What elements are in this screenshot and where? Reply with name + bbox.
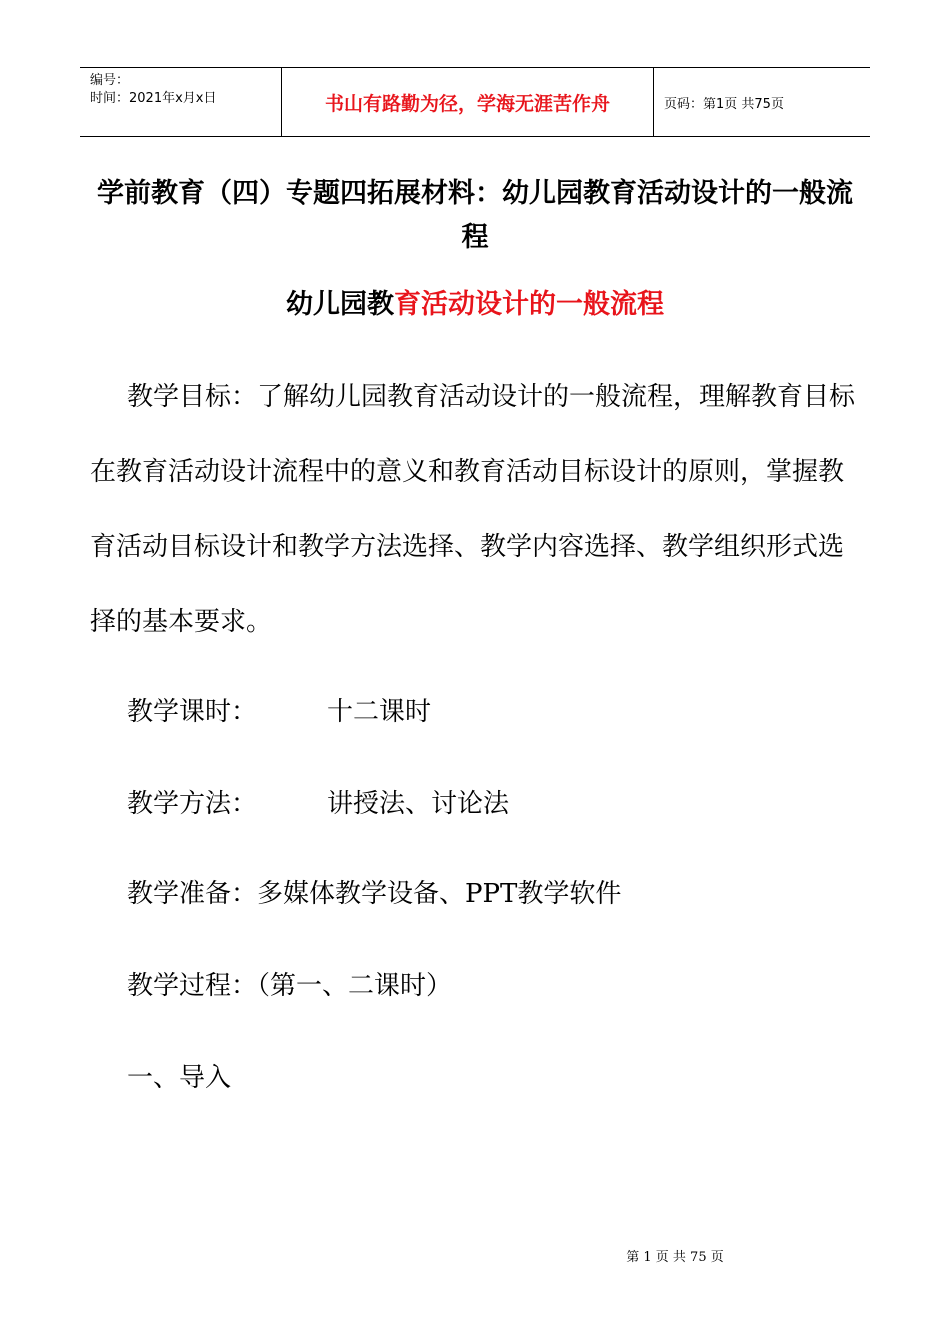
document-title: 学前教育（四）专题四拓展材料：幼儿园教育活动设计的一般流程 — [97, 178, 853, 253]
page-footer: 第 1 页 共 75 页 — [626, 1250, 724, 1265]
header-page-info: 页码：第1页 共75页 — [664, 96, 784, 112]
time-label: 时间：2021年x月x日 — [90, 91, 217, 106]
subtitle-black-part: 幼儿园教 — [286, 289, 394, 320]
method-label: 教学方法： — [127, 789, 258, 819]
document-subtitle — [90, 283, 860, 327]
code-label: 编号： — [90, 73, 130, 88]
teaching-prep: 教学准备：多媒体教学设备、PPT教学软件 — [127, 879, 622, 909]
teaching-process: 教学过程：（第一、二课时） — [127, 971, 453, 1001]
header-motto: 书山有路勤为径，学海无涯苦作舟 — [282, 68, 654, 136]
page-header — [80, 67, 870, 137]
teaching-hours — [127, 692, 431, 732]
header-meta — [80, 68, 282, 136]
teaching-goal: 教学目标：了解幼儿园教育活动设计的一般流程，理解教育目标在教育活动设计流程中的意义和教育活动目标设计的原则，掌握教育活动目标设计和教学方法选择、教学内容选择、教学组织形式选择的基本要求。 — [90, 382, 856, 637]
hours-label: 教学课时： — [127, 697, 258, 727]
section-introduction: 一、导入 — [127, 1063, 232, 1093]
teaching-method — [127, 784, 509, 824]
hours-value: 十二课时 — [327, 697, 432, 727]
method-value: 讲授法、讨论法 — [327, 789, 510, 819]
subtitle-red-part: 育活动设计的一般流程 — [394, 289, 664, 320]
